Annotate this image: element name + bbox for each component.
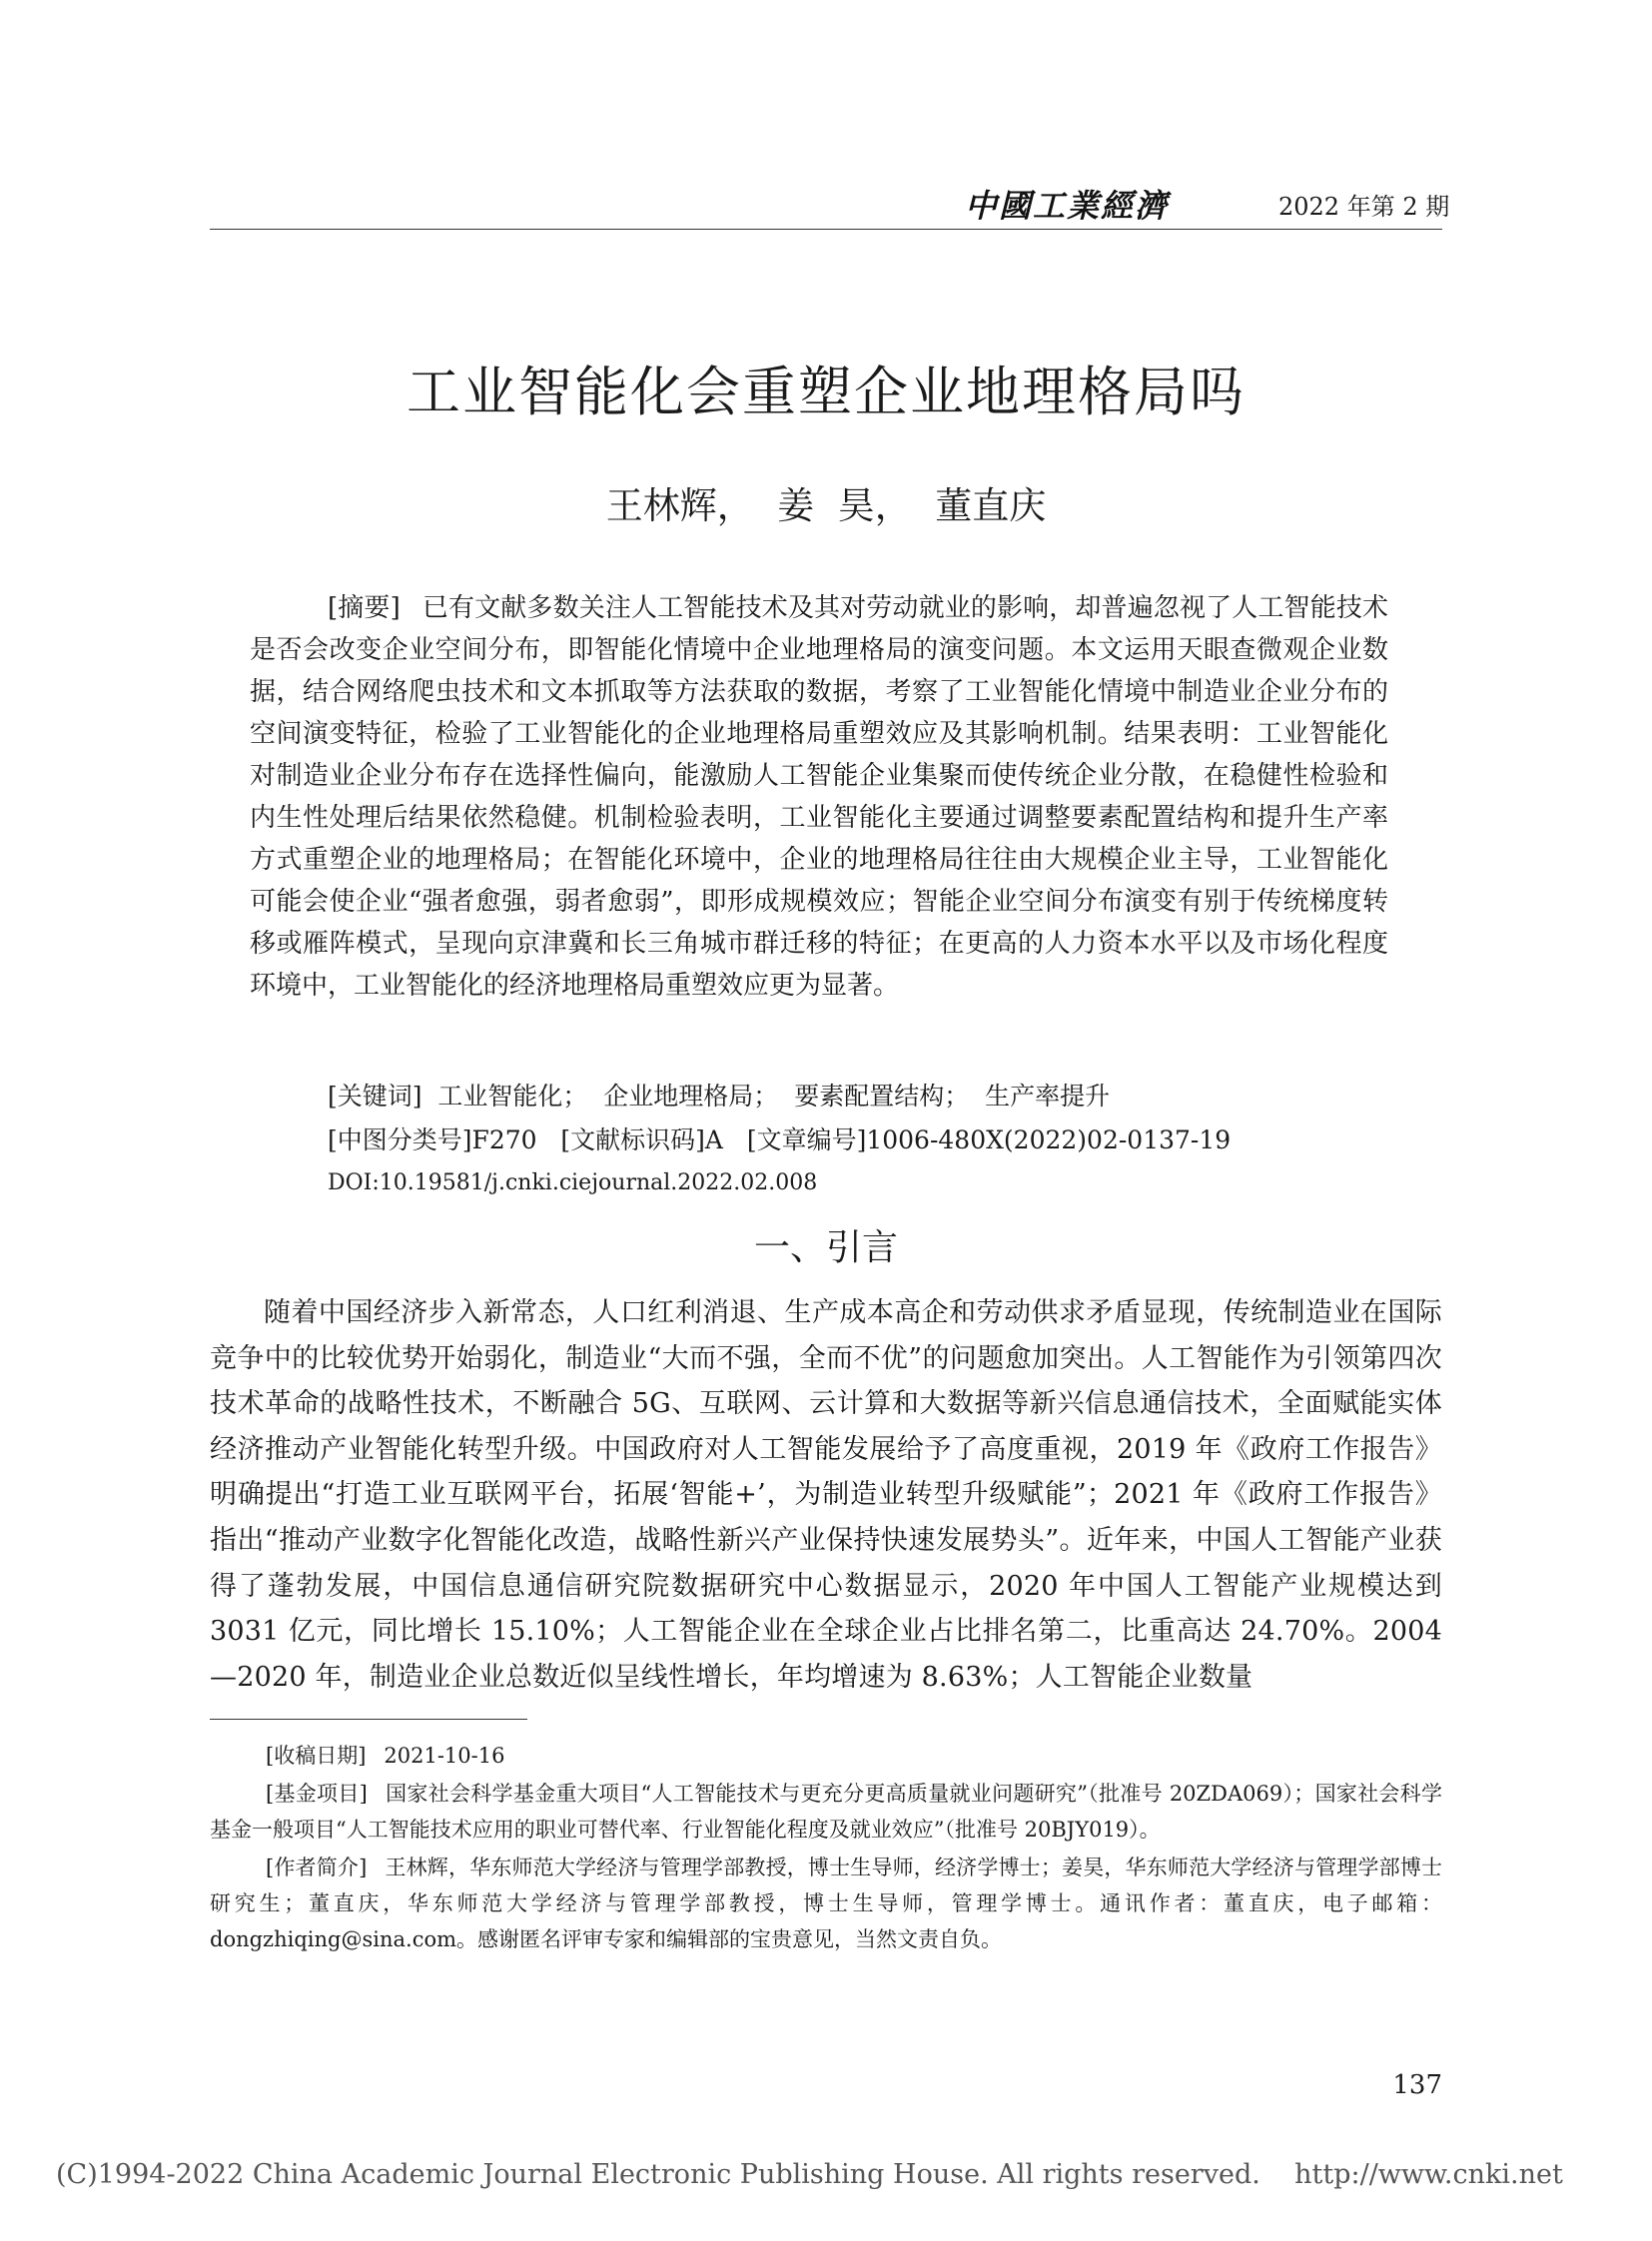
footnote-funding [210, 1776, 1442, 1848]
abstract [250, 587, 1388, 1007]
body-paragraph: 随着中国经济步入新常态，人口红利消退、生产成本高企和劳动供求矛盾显现，传统制造业在国际竞争中的比较优势开始弱化，制造业“大而不强，全而不优”的问题愈加突出。人工智能作为引领第四次技术革命的战略性技术，不断融合 5G、互联网、云计算和大数据等新兴信息通信技术，全面赋能实体经济推动产业智能化转型升级。中国政府对人工智能发展给予了高度重视，2019 年《政府工作报告》明确提出“打造工业互联网平台，拓展‘智能+’，为制造业转型升级赋能”；2021 年《政府工作报告》指出“推动产业数字化智能化改造，战略性新兴产业保持快速发展势头”。近年来，中国人工智能产业获得了蓬勃发展，中国信息通信研究院数据研究中心数据显示，2020 年中国人工智能产业规模达到 3031 亿元，同比增长 15.10%；人工智能企业在全球企业占比排名第二，比重高达 24.70%。2004—2020 年，制造业企业总数近似呈线性增长，年均增速为 8.63%；人工智能企业数量 [210, 1297, 1442, 1693]
footnote-authors-text: 王林辉，华东师范大学经济与管理学部教授，博士生导师，经济学博士；姜昊，华东师范大学经济与管理学部博士研究生；董直庆，华东师范大学经济与管理学部教授，博士生导师，管理学博士。通讯作者：董直庆，电子邮箱：dongzhiqing@sina.com。感谢匿名评审专家和编辑部的宝贵意见，当然文责自负。 [210, 1856, 1442, 1951]
footnote-received [210, 1738, 1442, 1774]
footnote-funding-tag: [基金项目] [266, 1782, 368, 1806]
abstract-text: 已有文献多数关注人工智能技术及其对劳动就业的影响，却普遍忽视了人工智能技术是否会改变企业空间分布，即智能化情境中企业地理格局的演变问题。本文运用天眼查微观企业数据，结合网络爬虫技术和文本抓取等方法获取的数据，考察了工业智能化情境中制造业企业分布的空间演变特征，检验了工业智能化的企业地理格局重塑效应及其影响机制。结果表明：工业智能化对制造业企业分布存在选择性偏向，能激励人工智能企业集聚而使传统企业分散，在稳健性检验和内生性处理后结果依然稳健。机制检验表明，工业智能化主要通过调整要素配置结构和提升生产率方式重塑企业的地理格局；在智能化环境中，企业的地理格局往往由大规模企业主导，工业智能化可能会使企业“强者愈强，弱者愈弱”，即形成规模效应；智能企业空间分布演变有别于传统梯度转移或雁阵模式，呈现向京津冀和长三角城市群迁移的特征；在更高的人力资本水平以及市场化程度环境中，工业智能化的经济地理格局重塑效应更为显著。 [250, 593, 1388, 1001]
journal-logo: 中國工業經濟 [965, 187, 1170, 225]
footnote-divider [210, 1719, 527, 1720]
issue-label: 2022 年第 2 期 [1278, 193, 1450, 221]
footnote-authors-tag: [作者简介] [266, 1856, 368, 1879]
keywords: [关键词] 工业智能化； 企业地理格局； 要素配置结构； 生产率提升 [328, 1082, 1111, 1111]
footnote-received-tag: [收稿日期] [266, 1744, 367, 1768]
paper-authors: 王林辉， 姜 昊， 董直庆 [605, 484, 1047, 527]
abstract-tag: [摘要] [328, 593, 401, 623]
copyright-line: (C)1994-2022 China Academic Journal Electronic Publishing House. All rights reserved. http://www.cnki.net [56, 2159, 1563, 2190]
footnote-received-text: 2021-10-16 [384, 1744, 505, 1768]
classification-codes: [中图分类号]F270 [文献标识码]A [文章编号]1006-480X(2022)02-0137-19 [328, 1125, 1232, 1154]
footnote-funding-text: 国家社会科学基金重大项目“人工智能技术与更充分更高质量就业问题研究”（批准号 20ZDA069）；国家社会科学基金一般项目“人工智能技术应用的职业可替代率、行业智能化程度及就业效应”（批准号 20BJY019）。 [210, 1782, 1442, 1842]
footnote-authors [210, 1850, 1442, 1957]
page-number: 137 [1392, 2070, 1442, 2100]
header-divider [210, 229, 1442, 230]
doi: DOI:10.19581/j.cnki.ciejournal.2022.02.008 [328, 1170, 818, 1195]
section-heading: 一、引言 [753, 1227, 898, 1268]
paper-title: 工业智能化会重塑企业地理格局吗 [407, 361, 1245, 423]
footnotes [210, 1738, 1442, 1959]
